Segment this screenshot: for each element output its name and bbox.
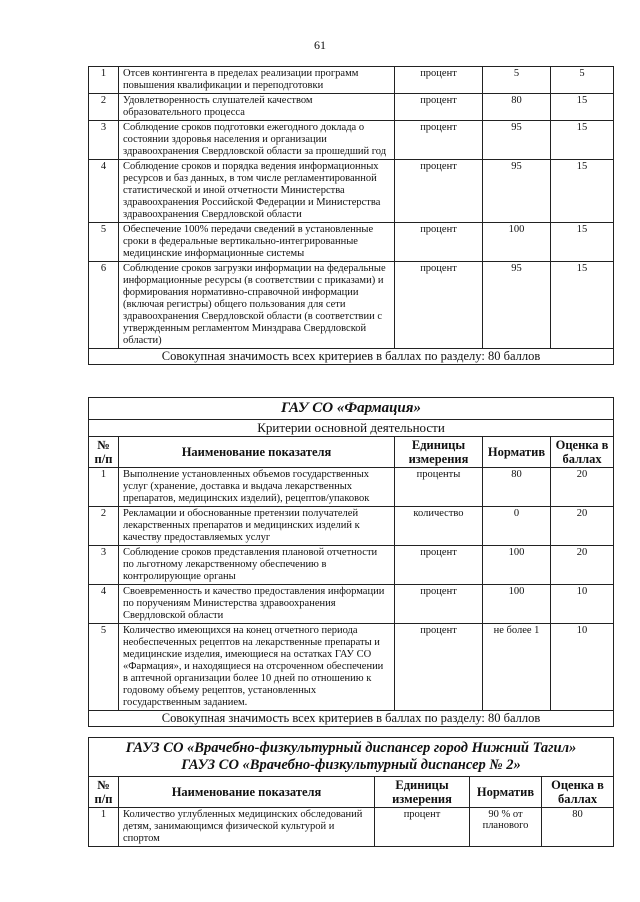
table-row — [89, 223, 614, 262]
header-row — [89, 777, 614, 808]
criteria-table-farmaciya — [88, 397, 614, 727]
table-row — [89, 94, 614, 121]
norm: 100 — [483, 223, 551, 262]
unit: процент — [395, 223, 483, 262]
norm: 0 — [483, 507, 551, 546]
norm: 80 — [483, 94, 551, 121]
score: 20 — [551, 507, 614, 546]
table-row — [89, 546, 614, 585]
score: 5 — [551, 67, 614, 94]
score: 20 — [551, 546, 614, 585]
summary-row — [89, 349, 614, 365]
table-row — [89, 121, 614, 160]
section-summary: Совокупная значимость всех критериев в баллах по разделу: 80 баллов — [89, 349, 614, 365]
section-subtitle: Критерии основной деятельности — [89, 420, 614, 437]
row-number: 3 — [89, 546, 119, 585]
header-score: Оценка в баллах — [551, 437, 614, 468]
row-number: 6 — [89, 262, 119, 349]
indicator-name: Отсев контингента в пределах реализации программ повышения квалификации и переподготовки — [119, 67, 395, 94]
indicator-name: Выполнение установленных объемов государственных услуг (хранение, доставка и выдача лекарственных препаратов, медицинских изделий), рецептов/упаковок — [119, 468, 395, 507]
row-number: 4 — [89, 160, 119, 223]
indicator-name: Соблюдение сроков и порядка ведения информационных ресурсов и баз данных, в том числе регламентированной статистической и иной отчетности Министерства здравоохранения Российской Федерации и Министерства здравоохранения Свердловской области — [119, 160, 395, 223]
table-row — [89, 585, 614, 624]
organization-title-line-1: ГАУЗ СО «Врачебно-физкультурный диспансер город Нижний Тагил» — [125, 740, 577, 756]
score: 15 — [551, 223, 614, 262]
table-row — [89, 808, 614, 847]
indicator-name: Соблюдение сроков загрузки информации на федеральные информационные ресурсы (в соответствии с приказами) и формирования нормативно-справочной информации (включая регистры) общего пользования для сети здравоохранения Свердловской области (в соответствии с утвержденным регламентом Минздрава Свердловской области) — [119, 262, 395, 349]
unit: процент — [395, 67, 483, 94]
row-number: 5 — [89, 624, 119, 711]
score: 20 — [551, 468, 614, 507]
norm: 5 — [483, 67, 551, 94]
indicator-name: Соблюдение сроков представления плановой отчетности по льготному лекарственному обеспечению в контролирующие органы — [119, 546, 395, 585]
score: 80 — [542, 808, 614, 847]
unit: проценты — [395, 468, 483, 507]
summary-row — [89, 711, 614, 727]
header-name: Наименование показателя — [119, 777, 375, 808]
criteria-table-1 — [88, 66, 614, 365]
row-number: 3 — [89, 121, 119, 160]
organization-title-line-2: ГАУЗ СО «Врачебно-физкультурный диспансер № 2» — [181, 757, 521, 773]
criteria-table-vfd — [88, 737, 614, 847]
header-unit: Единицы измерения — [395, 437, 483, 468]
norm: 95 — [483, 262, 551, 349]
table-row — [89, 67, 614, 94]
unit: процент — [395, 546, 483, 585]
norm: 95 — [483, 160, 551, 223]
indicator-name: Рекламации и обоснованные претензии получателей лекарственных препаратов и медицинских изделий к качеству предоставляемых услуг — [119, 507, 395, 546]
row-number: 1 — [89, 808, 119, 847]
unit: процент — [395, 121, 483, 160]
organization-title: ГАУ СО «Фармация» — [89, 398, 614, 420]
table-row — [89, 507, 614, 546]
norm: 95 — [483, 121, 551, 160]
page-number: 61 — [314, 38, 326, 52]
table-row — [89, 262, 614, 349]
unit: процент — [395, 262, 483, 349]
indicator-name: Количество углубленных медицинских обследований детям, занимающимся физической культурой и спортом — [119, 808, 375, 847]
organization-title — [89, 738, 614, 777]
header-norm: Норматив — [470, 777, 542, 808]
score: 10 — [551, 624, 614, 711]
header-row — [89, 437, 614, 468]
header-name: Наименование показателя — [119, 437, 395, 468]
row-number: 4 — [89, 585, 119, 624]
indicator-name: Обеспечение 100% передачи сведений в установленные сроки в федеральные вертикально-интегрированные медицинские информационные системы — [119, 223, 395, 262]
indicator-name: Удовлетворенность слушателей качеством образовательного процесса — [119, 94, 395, 121]
header-score: Оценка в баллах — [542, 777, 614, 808]
norm: 100 — [483, 585, 551, 624]
norm: 100 — [483, 546, 551, 585]
row-number: 2 — [89, 94, 119, 121]
unit: процент — [395, 624, 483, 711]
indicator-name: Своевременность и качество предоставления информации по поручениям Министерства здравоохранения Свердловской области — [119, 585, 395, 624]
indicator-name: Соблюдение сроков подготовки ежегодного доклада о состоянии здоровья населения и организации здравоохранения Свердловской области за прошедший год — [119, 121, 395, 160]
table-row — [89, 624, 614, 711]
score: 10 — [551, 585, 614, 624]
section-summary: Совокупная значимость всех критериев в баллах по разделу: 80 баллов — [89, 711, 614, 727]
score: 15 — [551, 94, 614, 121]
unit: количество — [395, 507, 483, 546]
score: 15 — [551, 121, 614, 160]
score: 15 — [551, 160, 614, 223]
indicator-name: Количество имеющихся на конец отчетного периода необеспеченных рецептов на лекарственные препараты и медицинские изделия, имеющиеся на остатках ГАУ СО «Фармация», и находящиеся на отсроченном обеспечении в аптечной организации более 10 дней по отношению к годовому объему рецептов, установленных государственным заданием. — [119, 624, 395, 711]
header-num: № п/п — [89, 437, 119, 468]
header-unit: Единицы измерения — [375, 777, 470, 808]
score: 15 — [551, 262, 614, 349]
header-norm: Норматив — [483, 437, 551, 468]
norm: 90 % от планового — [470, 808, 542, 847]
row-number: 1 — [89, 468, 119, 507]
row-number: 2 — [89, 507, 119, 546]
unit: процент — [395, 160, 483, 223]
unit: процент — [375, 808, 470, 847]
header-num: № п/п — [89, 777, 119, 808]
unit: процент — [395, 94, 483, 121]
table-row — [89, 160, 614, 223]
row-number: 1 — [89, 67, 119, 94]
table-row — [89, 468, 614, 507]
norm: 80 — [483, 468, 551, 507]
unit: процент — [395, 585, 483, 624]
row-number: 5 — [89, 223, 119, 262]
norm: не более 1 — [483, 624, 551, 711]
